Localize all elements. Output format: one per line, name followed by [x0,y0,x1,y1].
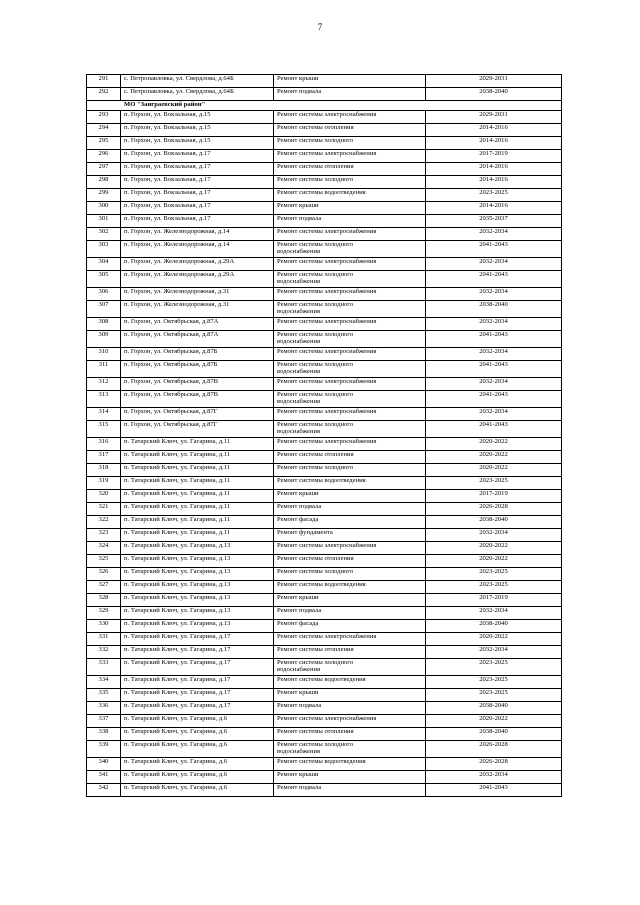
row-number: 300 [87,202,121,215]
row-work-type: Ремонт системы отопления [274,451,426,464]
table-row [87,202,562,215]
row-address: п. Татарский Ключ, ул. Гагарина, д.17 [121,676,274,689]
row-address: п. Татарский Ключ, ул. Гагарина, д.13 [121,568,274,581]
row-period: 2041-2043 [426,361,562,378]
page-number: 7 [317,22,323,32]
row-work-type-line1: Ремонт системы холодного [277,241,354,248]
row-period: 2020-2022 [426,451,562,464]
row-period: 2023-2025 [426,659,562,676]
row-period: 2026-2028 [426,741,562,758]
table-row [87,620,562,633]
row-period: 2023-2025 [426,477,562,490]
row-work-type: Ремонт крыши [274,202,426,215]
row-period: 2020-2022 [426,438,562,451]
row-work-type: Ремонт системы водоотведения [274,676,426,689]
table-row [87,150,562,163]
row-number: 325 [87,555,121,568]
table-body [87,75,562,797]
row-work-type-line2: водоснабжения [277,338,321,346]
row-work-type: Ремонт системы электроснабжения [274,438,426,451]
row-address: п. Татарский Ключ, ул. Гагарина, д.11 [121,516,274,529]
row-work-type: Ремонт крыши [274,75,426,88]
row-work-type: Ремонт системы электроснабжения [274,633,426,646]
row-address: п. Горхон, ул. Октябрьская, д.87В [121,391,274,408]
table-row [87,318,562,331]
row-address: п. Горхон, ул. Октябрьская, д.87А [121,318,274,331]
row-period: 2020-2022 [426,464,562,477]
row-period: 2020-2022 [426,542,562,555]
table-row [87,607,562,620]
table-row [87,301,562,318]
table-row [87,771,562,784]
row-work-type: Ремонт системы электроснабжения [274,318,426,331]
row-work-type: Ремонт системы холодного [274,464,426,477]
row-period: 2014-2016 [426,176,562,189]
row-work-type: Ремонт системы водоотведения [274,477,426,490]
table-row [87,529,562,542]
row-address: п. Татарский Ключ, ул. Гагарина, д.6 [121,741,274,758]
row-work-type: Ремонт системы отопления [274,555,426,568]
row-address: п. Горхон, ул. Железнодорожная, д.31 [121,301,274,318]
row-work-type: Ремонт системы холодного [274,568,426,581]
row-number: 328 [87,594,121,607]
row-work-type: Ремонт системы электроснабжения [274,111,426,124]
row-number: 338 [87,728,121,741]
row-number: 332 [87,646,121,659]
row-address: п. Татарский Ключ, ул. Гагарина, д.6 [121,728,274,741]
table-row [87,689,562,702]
row-work-type: Ремонт системы отопления [274,163,426,176]
row-number: 307 [87,301,121,318]
row-address: п. Татарский Ключ, ул. Гагарина, д.17 [121,659,274,676]
table-row [87,758,562,771]
table-row [87,633,562,646]
row-number: 333 [87,659,121,676]
table-row [87,451,562,464]
row-address: п. Горхон, ул. Вокзальная, д.15 [121,137,274,150]
row-work-type-line2: водоснабжения [277,368,321,376]
row-number: 324 [87,542,121,555]
row-period: 2038-2040 [426,702,562,715]
row-address: п. Татарский Ключ, ул. Гагарина, д.6 [121,758,274,771]
row-work-type: Ремонт фундамента [274,529,426,542]
row-address: п. Горхон, ул. Октябрьская, д.87Г [121,421,274,438]
row-work-type-line2: водоснабжения [277,308,321,316]
table-row [87,477,562,490]
row-address: п. Горхон, ул. Вокзальная, д.15 [121,124,274,137]
row-period: 2032-2034 [426,288,562,301]
row-period: 2041-2043 [426,241,562,258]
row-work-type: Ремонт подвала [274,88,426,101]
row-work-type: Ремонт системы холодного [274,176,426,189]
table-row [87,676,562,689]
row-address: п. Горхон, ул. Железнодорожная, д.29А [121,271,274,288]
row-address: с. Петропавловка, ул. Свердлова, д.64Б [121,88,274,101]
row-number: 295 [87,137,121,150]
row-address: п. Татарский Ключ, ул. Гагарина, д.6 [121,715,274,728]
row-number: 299 [87,189,121,202]
row-work-type: Ремонт системы электроснабжения [274,378,426,391]
row-work-type: Ремонт фасада [274,620,426,633]
table-row [87,581,562,594]
row-period: 2041-2043 [426,421,562,438]
row-work-type-line1: Ремонт системы холодного [277,391,354,398]
row-number: 331 [87,633,121,646]
row-period: 2032-2034 [426,771,562,784]
row-number: 310 [87,348,121,361]
row-period: 2023-2025 [426,581,562,594]
row-address: п. Горхон, ул. Октябрьская, д.87Г [121,408,274,421]
row-number: 291 [87,75,121,88]
row-number: 334 [87,676,121,689]
row-number: 315 [87,421,121,438]
table-row [87,331,562,348]
table-row [87,163,562,176]
row-work-type [274,331,426,348]
row-address: п. Горхон, ул. Октябрьская, д.87В [121,378,274,391]
row-address: п. Горхон, ул. Октябрьская, д.87А [121,331,274,348]
row-work-type: Ремонт системы отопления [274,646,426,659]
section-title: МО "Заиграевский район" [87,101,562,111]
table-row [87,215,562,228]
row-number: 293 [87,111,121,124]
row-period: 2041-2043 [426,331,562,348]
row-number: 322 [87,516,121,529]
row-number: 303 [87,241,121,258]
row-period: 2035-2037 [426,215,562,228]
row-address: п. Горхон, ул. Вокзальная, д.17 [121,202,274,215]
row-number: 306 [87,288,121,301]
row-period: 2020-2022 [426,555,562,568]
row-work-type: Ремонт системы электроснабжения [274,542,426,555]
row-period: 2032-2034 [426,408,562,421]
row-address: п. Горхон, ул. Вокзальная, д.17 [121,176,274,189]
row-address: п. Горхон, ул. Железнодорожная, д.14 [121,241,274,258]
row-address: п. Горхон, ул. Вокзальная, д.17 [121,215,274,228]
row-address: п. Горхон, ул. Железнодорожная, д.31 [121,288,274,301]
table-row [87,348,562,361]
row-address: п. Татарский Ключ, ул. Гагарина, д.6 [121,771,274,784]
row-address: п. Татарский Ключ, ул. Гагарина, д.13 [121,594,274,607]
row-period: 2032-2034 [426,378,562,391]
row-period: 2032-2034 [426,258,562,271]
table-row [87,728,562,741]
table-row [87,111,562,124]
row-work-type-line1: Ремонт системы холодного [277,421,354,428]
row-work-type [274,659,426,676]
row-work-type: Ремонт крыши [274,490,426,503]
row-work-type: Ремонт системы холодного [274,137,426,150]
table-row [87,124,562,137]
row-number: 319 [87,477,121,490]
row-work-type: Ремонт подвала [274,702,426,715]
row-number: 302 [87,228,121,241]
row-address: п. Татарский Ключ, ул. Гагарина, д.17 [121,702,274,715]
row-number: 337 [87,715,121,728]
table-row [87,464,562,477]
row-number: 321 [87,503,121,516]
row-period: 2017-2019 [426,490,562,503]
row-number: 326 [87,568,121,581]
table-row [87,715,562,728]
table-row [87,361,562,378]
row-period: 2014-2016 [426,202,562,215]
table-row [87,516,562,529]
row-address: п. Горхон, ул. Вокзальная, д.15 [121,111,274,124]
row-number: 312 [87,378,121,391]
table-row [87,555,562,568]
row-period: 2026-2028 [426,758,562,771]
row-period: 2023-2025 [426,689,562,702]
row-number: 313 [87,391,121,408]
row-period: 2038-2040 [426,620,562,633]
row-address: п. Татарский Ключ, ул. Гагарина, д.13 [121,607,274,620]
row-work-type [274,301,426,318]
row-period: 2014-2016 [426,137,562,150]
row-address: п. Татарский Ключ, ул. Гагарина, д.11 [121,490,274,503]
row-number: 340 [87,758,121,771]
row-work-type-line2: водоснабжения [277,666,321,674]
row-number: 327 [87,581,121,594]
row-work-type: Ремонт системы водоотведения [274,758,426,771]
row-address: п. Горхон, ул. Вокзальная, д.17 [121,189,274,202]
table-row [87,288,562,301]
row-work-type: Ремонт крыши [274,771,426,784]
row-work-type: Ремонт подвала [274,784,426,797]
row-period: 2041-2043 [426,271,562,288]
table-row [87,784,562,797]
table-row [87,137,562,150]
row-work-type: Ремонт системы отопления [274,728,426,741]
table-row [87,542,562,555]
row-work-type: Ремонт системы электроснабжения [274,408,426,421]
row-number: 294 [87,124,121,137]
row-number: 323 [87,529,121,542]
table-row [87,741,562,758]
row-work-type: Ремонт системы водоотведения [274,581,426,594]
row-work-type [274,741,426,758]
row-address: п. Татарский Ключ, ул. Гагарина, д.6 [121,784,274,797]
row-period: 2017-2019 [426,594,562,607]
row-work-type-line2: водоснабжения [277,428,321,436]
row-address: п. Татарский Ключ, ул. Гагарина, д.13 [121,555,274,568]
row-number: 329 [87,607,121,620]
row-address: п. Татарский Ключ, ул. Гагарина, д.11 [121,503,274,516]
row-work-type: Ремонт подвала [274,215,426,228]
row-work-type: Ремонт фасада [274,516,426,529]
row-address: п. Татарский Ключ, ул. Гагарина, д.13 [121,542,274,555]
row-period: 2017-2019 [426,150,562,163]
row-number: 304 [87,258,121,271]
row-period: 2014-2016 [426,163,562,176]
row-work-type: Ремонт системы электроснабжения [274,348,426,361]
row-number: 296 [87,150,121,163]
row-period: 2029-2031 [426,75,562,88]
row-work-type-line1: Ремонт системы холодного [277,301,354,308]
row-number: 330 [87,620,121,633]
row-period: 2038-2040 [426,88,562,101]
row-number: 298 [87,176,121,189]
table-row [87,503,562,516]
row-address: п. Татарский Ключ, ул. Гагарина, д.11 [121,477,274,490]
row-work-type [274,271,426,288]
table-row [87,490,562,503]
table-row [87,408,562,421]
row-period: 2032-2034 [426,348,562,361]
row-period: 2038-2040 [426,516,562,529]
row-work-type: Ремонт системы электроснабжения [274,715,426,728]
row-work-type: Ремонт подвала [274,503,426,516]
row-work-type-line1: Ремонт системы холодного [277,659,354,666]
row-number: 311 [87,361,121,378]
section-row [87,101,562,111]
row-work-type-line2: водоснабжения [277,398,321,406]
table-row [87,646,562,659]
row-address: п. Татарский Ключ, ул. Гагарина, д.13 [121,581,274,594]
row-work-type-line1: Ремонт системы холодного [277,361,354,368]
row-work-type: Ремонт системы отопления [274,124,426,137]
row-address: п. Татарский Ключ, ул. Гагарина, д.11 [121,529,274,542]
row-number: 317 [87,451,121,464]
table-row [87,391,562,408]
row-period: 2032-2034 [426,529,562,542]
row-work-type: Ремонт системы водоотведения [274,189,426,202]
table-row [87,659,562,676]
row-address: п. Татарский Ключ, ул. Гагарина, д.17 [121,689,274,702]
row-work-type [274,361,426,378]
row-period: 2038-2040 [426,728,562,741]
table-row [87,421,562,438]
row-address: п. Татарский Ключ, ул. Гагарина, д.11 [121,451,274,464]
table-row [87,228,562,241]
row-work-type-line2: водоснабжения [277,278,321,286]
row-work-type [274,241,426,258]
row-address: п. Татарский Ключ, ул. Гагарина, д.11 [121,438,274,451]
table-row [87,189,562,202]
row-work-type-line1: Ремонт системы холодного [277,741,354,748]
row-address: п. Горхон, ул. Вокзальная, д.17 [121,163,274,176]
row-work-type-line1: Ремонт системы холодного [277,271,354,278]
table-row [87,568,562,581]
row-address: п. Горхон, ул. Железнодорожная, д.29А [121,258,274,271]
row-number: 292 [87,88,121,101]
row-address: п. Татарский Ключ, ул. Гагарина, д.13 [121,620,274,633]
row-number: 335 [87,689,121,702]
row-number: 305 [87,271,121,288]
row-period: 2020-2022 [426,715,562,728]
row-number: 308 [87,318,121,331]
row-number: 341 [87,771,121,784]
row-number: 339 [87,741,121,758]
row-address: п. Татарский Ключ, ул. Гагарина, д.17 [121,646,274,659]
row-period: 2029-2031 [426,111,562,124]
row-address: п. Татарский Ключ, ул. Гагарина, д.17 [121,633,274,646]
repair-schedule-table [86,74,562,797]
row-work-type-line2: водоснабжения [277,748,321,756]
row-number: 297 [87,163,121,176]
row-period: 2023-2025 [426,189,562,202]
table-row [87,594,562,607]
row-period: 2020-2022 [426,633,562,646]
row-period: 2041-2043 [426,391,562,408]
table-row [87,271,562,288]
row-work-type [274,421,426,438]
row-address: п. Татарский Ключ, ул. Гагарина, д.11 [121,464,274,477]
table-row [87,258,562,271]
row-work-type-line2: водоснабжения [277,248,321,256]
row-number: 320 [87,490,121,503]
table-row [87,75,562,88]
row-period: 2032-2034 [426,228,562,241]
table-row [87,438,562,451]
row-number: 314 [87,408,121,421]
row-period: 2038-2040 [426,301,562,318]
row-number: 342 [87,784,121,797]
row-period: 2032-2034 [426,646,562,659]
row-number: 316 [87,438,121,451]
row-number: 309 [87,331,121,348]
row-work-type: Ремонт системы электроснабжения [274,150,426,163]
row-work-type: Ремонт крыши [274,689,426,702]
row-address: п. Горхон, ул. Октябрьская, д.87Б [121,348,274,361]
row-period: 2026-2028 [426,503,562,516]
row-period: 2023-2025 [426,568,562,581]
row-number: 301 [87,215,121,228]
row-period: 2032-2034 [426,318,562,331]
row-work-type: Ремонт системы электроснабжения [274,288,426,301]
table-row [87,176,562,189]
row-work-type-line1: Ремонт системы холодного [277,331,354,338]
row-address: п. Горхон, ул. Октябрьская, д.87Б [121,361,274,378]
row-period: 2041-2043 [426,784,562,797]
row-number: 336 [87,702,121,715]
row-address: с. Петропавловка, ул. Свердлова, д.64Б [121,75,274,88]
row-work-type: Ремонт системы электроснабжения [274,258,426,271]
row-number: 318 [87,464,121,477]
row-address: п. Горхон, ул. Железнодорожная, д.14 [121,228,274,241]
table-row [87,88,562,101]
row-period: 2023-2025 [426,676,562,689]
row-period: 2032-2034 [426,607,562,620]
table-row [87,241,562,258]
row-work-type: Ремонт подвала [274,607,426,620]
table-row [87,702,562,715]
row-work-type: Ремонт системы электроснабжения [274,228,426,241]
row-work-type [274,391,426,408]
row-period: 2014-2016 [426,124,562,137]
table-row [87,378,562,391]
row-address: п. Горхон, ул. Вокзальная, д.17 [121,150,274,163]
row-work-type: Ремонт крыши [274,594,426,607]
